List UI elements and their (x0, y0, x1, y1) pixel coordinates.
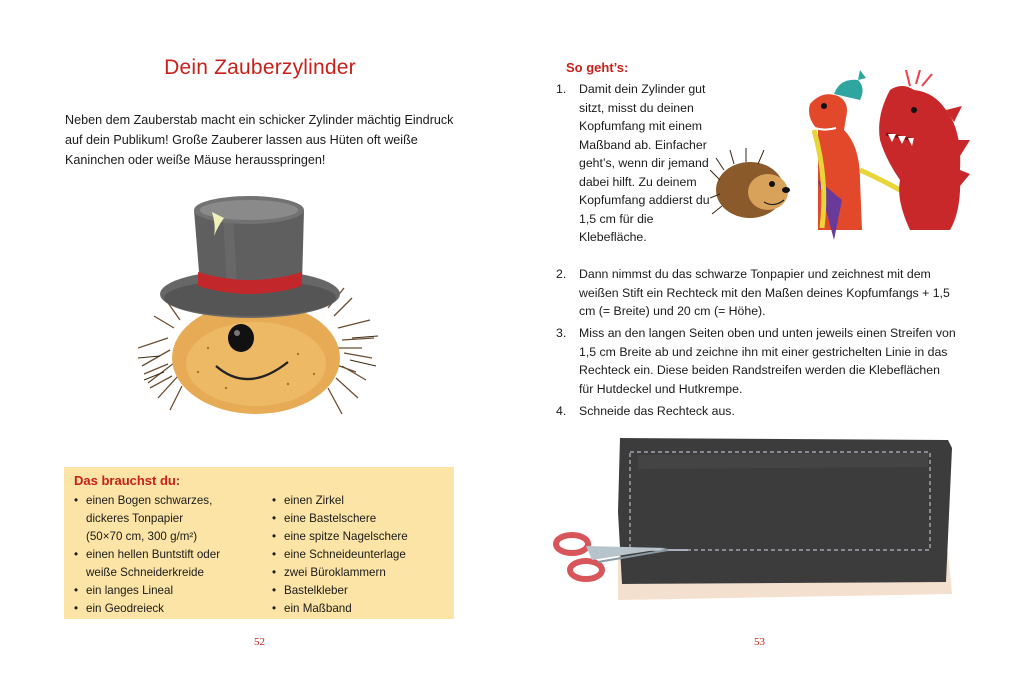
step-2 (556, 265, 956, 321)
step-3 (556, 324, 956, 398)
steps-title: So geht’s: (566, 60, 629, 75)
list-item: • eine spitze Nagelschere (272, 528, 408, 546)
step-number: 4. (556, 404, 567, 418)
list-item: dickeres Tonpapier (86, 512, 184, 525)
step-4 (556, 402, 956, 421)
list-item: • einen Zirkel (272, 492, 408, 510)
materials-box (64, 467, 454, 619)
step-number: 3. (556, 326, 567, 340)
step-1 (556, 80, 716, 247)
step-text: Dann nimmst du das schwarze Tonpapier und zeichnest mit dem weißen Stift ein Rechteck mit den Maßen deines Kopfumfangs + 1,5 cm (= Breite) und 20 cm (= Höhe). (579, 267, 950, 318)
step-number: 1. (556, 82, 567, 96)
page-number: 52 (254, 636, 265, 648)
list-item: weiße Schneiderkreide (86, 566, 204, 579)
right-page (510, 0, 1020, 698)
step-text: Schneide das Rechteck aus. (579, 404, 735, 418)
monsters-measuring-illustration (710, 70, 970, 250)
list-item: • ein langes Lineal (74, 582, 272, 600)
step-text: Miss an den langen Seiten oben und unten jeweils einen Streifen von 1,5 cm Breite ab und zeichne ihn mit einer gestrichelten Linie in das Rechteck ein. Diese beiden Randstreifen werden die Klebeflächen für Hutdeckel und Hutkrempe. (579, 326, 956, 396)
list-item: • eine Bastelschere (272, 510, 408, 528)
hat-hedgehog-illustration (138, 188, 378, 420)
intro-text: Neben dem Zauberstab macht ein schicker Zylinder mächtig Eindruck auf dein Publikum! Große Zauberer lassen aus Hüten oft weiße Kaninchen oder weiße Mäuse herausspringen! (65, 113, 454, 167)
list-item: • ein Geodreieck (74, 600, 272, 618)
list-item: • einen hellen Buntstift oder (74, 546, 272, 564)
page-number: 53 (754, 636, 765, 648)
list-item: • einen Bogen schwarzes, (74, 492, 272, 510)
list-item: • Bastelkleber (272, 582, 408, 600)
list-item: • eine Schneideunterlage (272, 546, 408, 564)
cut-paper-illustration (548, 432, 968, 602)
materials-list-1 (74, 492, 272, 618)
list-item: • zwei Büroklammern (272, 564, 408, 582)
step-text: Damit dein Zylinder gut sitzt, misst du deinen Kopfumfang mit einem Maßband ab. Einfacher geht’s, wenn dir jemand dabei hilft. Zu deinem Kopfumfang addierst du 1,5 cm für die Klebefläche. (579, 82, 710, 244)
step-number: 2. (556, 267, 567, 281)
materials-title: Das brauchst du: (74, 473, 181, 488)
page-title: Dein Zauberzylinder (164, 56, 356, 79)
list-item: (50×70 cm, 300 g/m²) (86, 530, 198, 543)
list-item: • ein Maßband (272, 600, 408, 618)
materials-list-2 (272, 492, 408, 618)
